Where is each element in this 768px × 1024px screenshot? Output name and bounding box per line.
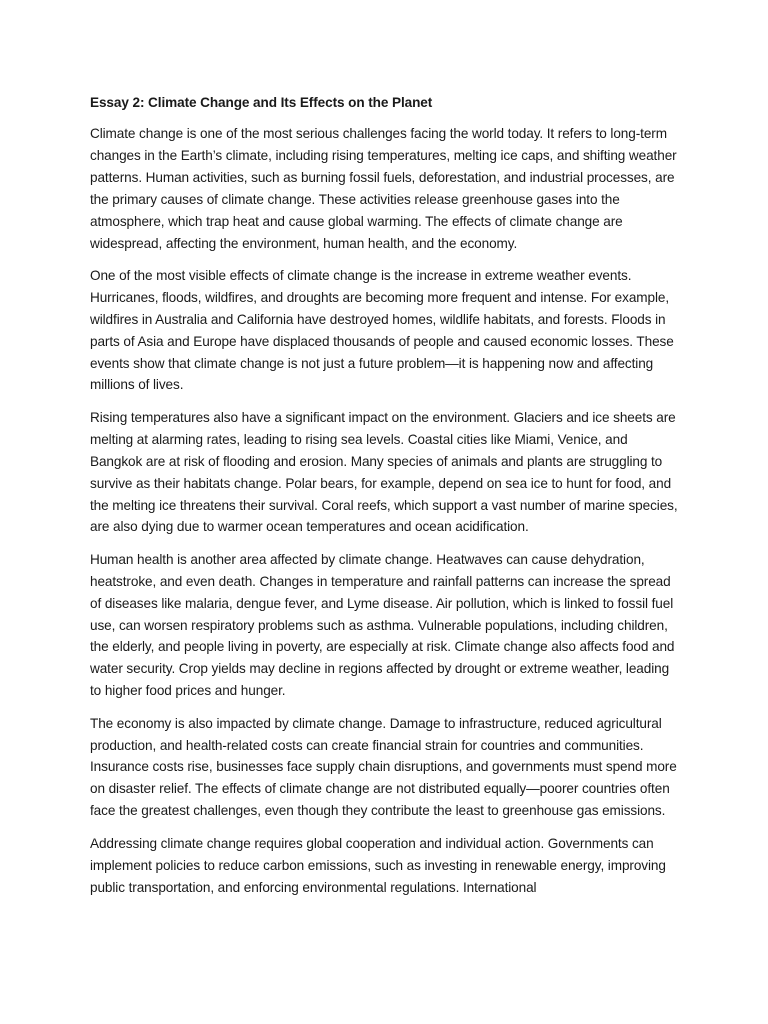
paragraph-6: Addressing climate change requires global cooperation and individual action. Governments can implement policies to reduce carbon emissions, such as investing in renewable energy, improving public transportation, and enforcing environmental regulations. International xyxy=(90,835,666,895)
paragraph-2: One of the most visible effects of climate change is the increase in extreme weather events. Hurricanes, floods, wildfires, and droughts are becoming more frequent and intense. For example, wildfires in Australia and California have destroyed homes, wildlife habitats, and forests. Floods in parts of Asia and Europe have displaced thousands of people and caused economic losses. These events show that climate change is not just a future problem—it is happening now and affecting millions of lives. xyxy=(90,267,674,393)
paragraph-4: Human health is another area affected by climate change. Heatwaves can cause dehydration, heatstroke, and even death. Changes in temperature and rainfall patterns can increase the spread of diseases like malaria, dengue fever, and Lyme disease. Air pollution, which is linked to fossil fuel use, can worsen respiratory problems such as asthma. Vulnerable populations, including children, the elderly, and people living in poverty, are especially at risk. Climate change also affects food and water security. Crop yields may decline in regions affected by drought or extreme weather, leading to higher food prices and hunger. xyxy=(90,551,675,699)
paragraph-3: Rising temperatures also have a significant impact on the environment. Glaciers and ice sheets are melting at alarming rates, leading to rising sea levels. Coastal cities like Miami, Venice, and Bangkok are at risk of flooding and erosion. Many species of animals and plants are struggling to survive as their habitats change. Polar bears, for example, depend on sea ice to hunt for food, and the melting ice threatens their survival. Coral reefs, which support a vast number of marine species, are also dying due to warmer ocean temperatures and ocean acidification. xyxy=(90,409,678,535)
paragraph-1: Climate change is one of the most serious challenges facing the world today. It refers to long-term changes in the Earth’s climate, including rising temperatures, melting ice caps, and shifting weather patterns. Human activities, such as burning fossil fuels, deforestation, and industrial processes, are the primary causes of climate change. These activities release greenhouse gases into the atmosphere, which trap heat and cause global warming. The effects of climate change are widespread, affecting the environment, human health, and the economy. xyxy=(90,126,677,251)
essay-body xyxy=(90,92,682,909)
paragraph-5: The economy is also impacted by climate change. Damage to infrastructure, reduced agricultural production, and health-related costs can create financial strain for countries and communities. Insurance costs rise, businesses face supply chain disruptions, and governments must spend more on disaster relief. The effects of climate change are not distributed equally—poorer countries often face the greatest challenges, even though they contribute the least to greenhouse gas emissions. xyxy=(90,715,677,819)
essay-title: Essay 2: Climate Change and Its Effects on the Planet xyxy=(90,95,433,110)
